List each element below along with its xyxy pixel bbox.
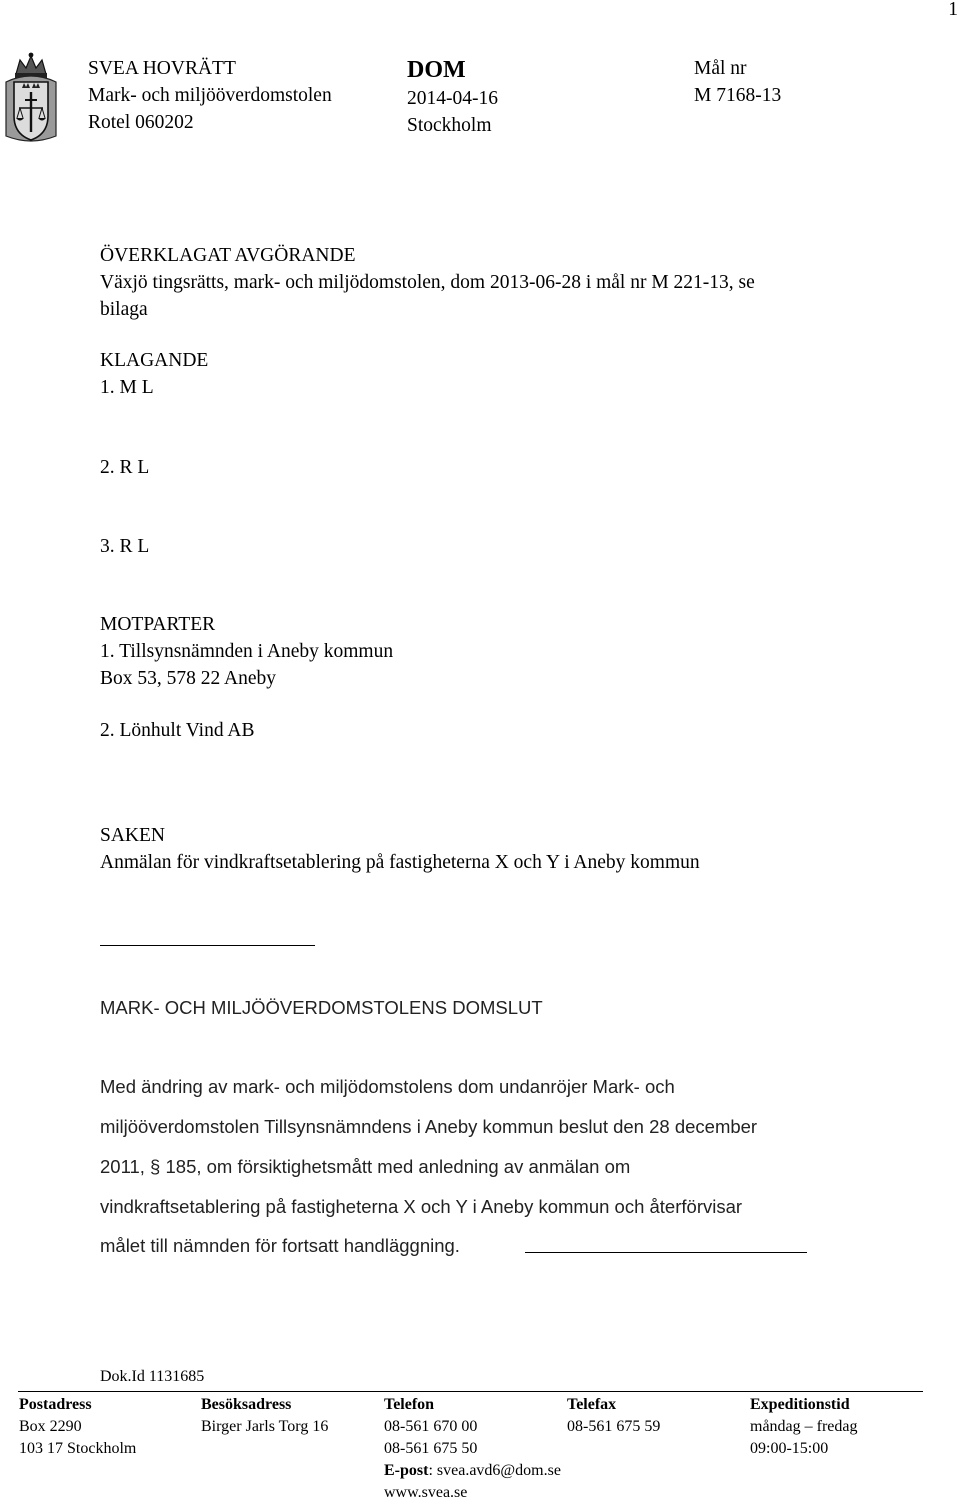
footer-email[interactable] [384,1460,561,1482]
footer-hours-line-2: 09:00-15:00 [750,1440,829,1457]
appellant-1: 1. M L [100,377,154,398]
ruling-line-1: Med ändring av mark- och miljödomstolens dom undanröjer Mark- och [100,1076,675,1097]
respondent-2-name: 2. Lönhult Vind AB [100,720,255,741]
ruling-line-3: 2011, § 185, om försiktighetsmått med anledning av anmälan om [100,1156,631,1177]
footer-postal-heading: Postadress [19,1396,92,1413]
footer-visit-line-1: Birger Jarls Torg 16 [201,1418,329,1435]
appealed-text-line-1: Växjö tingsrätts, mark- och miljödomstolen, dom 2013-06-28 i mål nr M 221-13, se [100,272,755,293]
appealed-text-line-2: bilaga [100,299,148,320]
footer-website-link[interactable]: www.svea.se [384,1484,468,1501]
appealed-heading: ÖVERKLAGAT AVGÖRANDE [100,245,356,266]
footer-phone-line-2: 08-561 675 50 [384,1440,478,1457]
footer-email-label: E-post [384,1462,429,1479]
court-name: SVEA HOVRÄTT [88,58,236,79]
appellants-heading: KLAGANDE [100,350,209,371]
ruling-line-2: miljööverdomstolen Tillsynsnämndens i Aneby kommun beslut den 28 december [100,1116,758,1137]
case-number: M 7168-13 [694,85,782,106]
swedish-coat-of-arms-icon [2,52,60,146]
document-type: DOM [407,57,466,83]
footer-hours-heading: Expeditionstid [750,1396,850,1413]
footer-visit-heading: Besöksadress [201,1396,292,1413]
footer-hours-line-1: måndag – fredag [750,1418,858,1435]
document-date: 2014-04-16 [407,88,498,109]
footer-email-value[interactable]: : svea.avd6@dom.se [428,1462,561,1479]
document-id: Dok.Id 1131685 [100,1368,205,1385]
section-separator [100,945,315,946]
footer-rule [18,1391,923,1392]
footer-fax-line-1: 08-561 675 59 [567,1418,661,1435]
footer-fax-heading: Telefax [567,1396,617,1413]
ruling-line-4: vindkraftsetablering på fastigheterna X och Y i Aneby kommun och återförvisar [100,1196,743,1217]
ruling-line-5: målet till nämnden för fortsatt handläggning. [100,1235,460,1256]
ruling-end-line [525,1252,807,1253]
appellant-2: 2. R L [100,457,150,478]
footer-postal-line-2: 103 17 Stockholm [19,1440,137,1457]
footer-postal-line-1: Box 2290 [19,1418,82,1435]
matter-heading: SAKEN [100,825,166,846]
court-emblem [2,52,60,146]
page-number: 1 [948,0,958,20]
footer-phone-heading: Telefon [384,1396,435,1413]
footer-phone-line-1: 08-561 670 00 [384,1418,478,1435]
respondents-heading: MOTPARTER [100,614,216,635]
respondent-1-address: Box 53, 578 22 Aneby [100,668,277,689]
ruling-heading: MARK- OCH MILJÖÖVERDOMSTOLENS DOMSLUT [100,997,543,1018]
document-city: Stockholm [407,115,492,136]
respondent-1-name: 1. Tillsynsnämnden i Aneby kommun [100,641,394,662]
court-rotel: Rotel 060202 [88,112,194,133]
case-label: Mål nr [694,58,747,79]
matter-text: Anmälan för vindkraftsetablering på fastigheterna X och Y i Aneby kommun [100,852,700,873]
court-division: Mark- och miljööverdomstolen [88,85,332,106]
appellant-3: 3. R L [100,536,150,557]
